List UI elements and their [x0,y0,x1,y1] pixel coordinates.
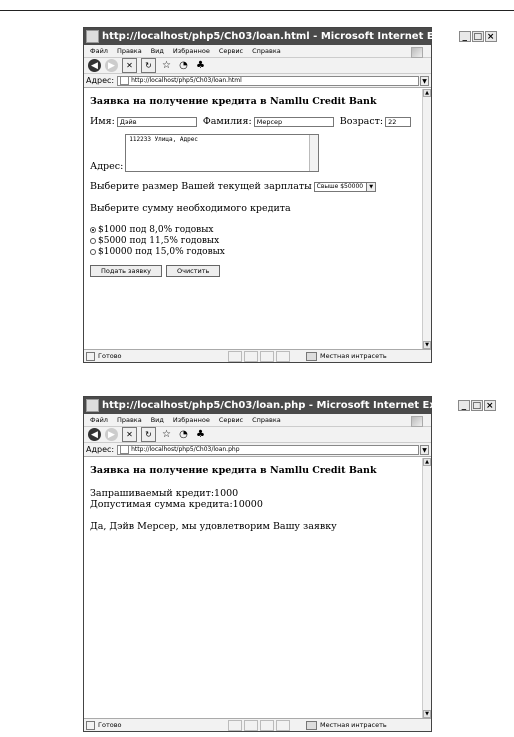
menu-file[interactable]: Файл [90,416,108,424]
menu-file[interactable]: Файл [90,47,108,55]
page-content [84,458,422,718]
address-dropdown-icon[interactable]: ▼ [420,445,429,455]
ie-page-icon [86,30,99,43]
menu-bar [84,45,431,58]
address-field-label: Адрес: [90,161,124,172]
ie-page-icon [86,399,99,412]
minimize-icon[interactable]: _ [458,400,470,411]
media-icon[interactable]: ♣ [196,60,205,71]
submit-button[interactable]: Подать заявку [90,265,162,277]
status-cell [228,351,242,362]
menu-edit[interactable]: Правка [116,416,142,424]
salary-select[interactable] [314,182,376,192]
radio-selected-icon[interactable] [90,227,96,233]
window-title: http://localhost/php5/Ch03/loan.php - Microsoft Internet Expl... [102,400,458,411]
page-top-rule [0,10,514,11]
menu-edit[interactable]: Правка [116,47,142,55]
status-bar [84,349,431,362]
scroll-down-icon[interactable]: ▼ [423,710,431,718]
loan-option[interactable] [90,236,416,246]
address-input[interactable] [117,445,419,455]
loan-option-label: $10000 под 15,0% годовых [98,247,225,257]
scroll-up-icon[interactable]: ▲ [423,458,431,466]
history-icon[interactable]: ◔ [179,60,188,71]
salary-label: Выберите размер Вашей текущей зарплаты [90,181,312,192]
history-icon[interactable]: ◔ [179,429,188,440]
page-icon [120,76,129,85]
close-icon[interactable]: × [485,31,497,42]
forward-icon[interactable]: ▶ [105,59,118,72]
close-icon[interactable]: × [484,400,496,411]
requested-amount: Запрашиваемый кредит:1000 [90,488,239,499]
intranet-icon [306,352,317,361]
first-name-label: Имя: [90,116,115,127]
minimize-icon[interactable]: _ [459,31,471,42]
address-url: http://localhost/php5/Ch03/loan.html [131,77,242,84]
textarea-scrollbar[interactable] [309,135,318,171]
page-icon [120,445,129,454]
back-icon[interactable]: ◀ [88,428,101,441]
status-cell [244,720,258,731]
menu-help[interactable]: Справка [252,47,281,55]
window-title: http://localhost/php5/Ch03/loan.html - Microsoft Internet Exp... [102,31,459,42]
approval-message: Да, Дэйв Мерсер, мы удовлетворим Вашу заявку [90,521,337,532]
status-cell [260,351,274,362]
zone-text: Местная интрасеть [320,721,387,729]
first-name-field[interactable]: Дэйв [117,117,197,127]
radio-icon[interactable] [90,249,96,255]
address-input[interactable] [117,76,419,86]
address-dropdown-icon[interactable]: ▼ [420,76,429,86]
security-zone [306,352,387,361]
maximize-icon[interactable]: □ [472,401,482,411]
address-bar [84,443,431,457]
menu-view[interactable]: Вид [150,416,164,424]
loan-option-label: $5000 под 11,5% годовых [98,236,220,246]
radio-icon[interactable] [90,238,96,244]
title-bar [84,397,494,414]
loan-option[interactable] [90,225,416,235]
menu-tools[interactable]: Сервис [218,416,244,424]
stop-icon[interactable]: ✕ [122,58,137,73]
title-bar [84,28,495,45]
zone-text: Местная интрасеть [320,352,387,360]
address-url: http://localhost/php5/Ch03/loan.php [131,446,240,453]
media-icon[interactable]: ♣ [196,429,205,440]
status-cell [260,720,274,731]
maximize-icon[interactable]: □ [473,32,482,42]
menu-favorites[interactable]: Избранное [172,47,210,55]
vertical-scrollbar[interactable] [422,89,431,349]
menu-tools[interactable]: Сервис [218,47,244,55]
salary-selected-value: Свыше $50000 [316,183,364,190]
stop-icon[interactable]: ✕ [122,427,137,442]
loan-option[interactable] [90,247,416,257]
status-bar [84,718,431,731]
menu-favorites[interactable]: Избранное [172,416,210,424]
intranet-icon [306,721,317,730]
last-name-label: Фамилия: [202,116,252,127]
toolbar [84,427,431,443]
status-cell [276,351,290,362]
forward-icon[interactable]: ▶ [105,428,118,441]
age-field[interactable]: 22 [385,117,411,127]
address-label: Адрес: [86,76,115,85]
toolbar [84,58,431,74]
favorites-star-icon[interactable]: ☆ [162,429,171,440]
last-name-field[interactable]: Мерсер [254,117,334,127]
status-cell [276,720,290,731]
page-content [84,89,422,349]
address-text: 112233 Улица, Адрес [129,136,198,143]
security-zone [306,721,387,730]
loan-label: Выберите сумму необходимого кредита [90,203,291,214]
allowed-amount: Допустимая сумма кредита:10000 [90,499,263,510]
vertical-scrollbar[interactable] [422,458,431,718]
browser-window-form [83,27,495,363]
age-label: Возраст: [339,116,384,127]
loan-option-label: $1000 под 8,0% годовых [98,225,214,235]
chevron-down-icon: ▼ [366,183,375,191]
status-text: Готово [98,721,122,729]
menu-view[interactable]: Вид [150,47,164,55]
reset-button[interactable]: Очистить [166,265,220,277]
address-label: Адрес: [86,445,115,454]
menu-help[interactable]: Справка [252,416,281,424]
refresh-icon[interactable]: ↻ [141,58,156,73]
refresh-icon[interactable]: ↻ [141,427,156,442]
status-cell [228,720,242,731]
status-cell [244,351,258,362]
favorites-star-icon[interactable]: ☆ [162,60,171,71]
form-heading: Заявка на получение кредита в Namllu Credit Bank [90,96,377,107]
status-text: Готово [98,352,122,360]
result-heading: Заявка на получение кредита в Namllu Credit Bank [90,465,377,476]
scroll-up-icon[interactable]: ▲ [423,89,431,97]
address-bar [84,74,431,88]
menu-bar [84,414,431,427]
back-icon[interactable]: ◀ [88,59,101,72]
windows-logo-icon [411,47,423,58]
address-textarea[interactable] [125,134,319,172]
scroll-down-icon[interactable]: ▼ [423,341,431,349]
browser-window-result [83,396,494,732]
windows-logo-icon [411,416,423,427]
status-page-icon [86,352,95,361]
status-page-icon [86,721,95,730]
